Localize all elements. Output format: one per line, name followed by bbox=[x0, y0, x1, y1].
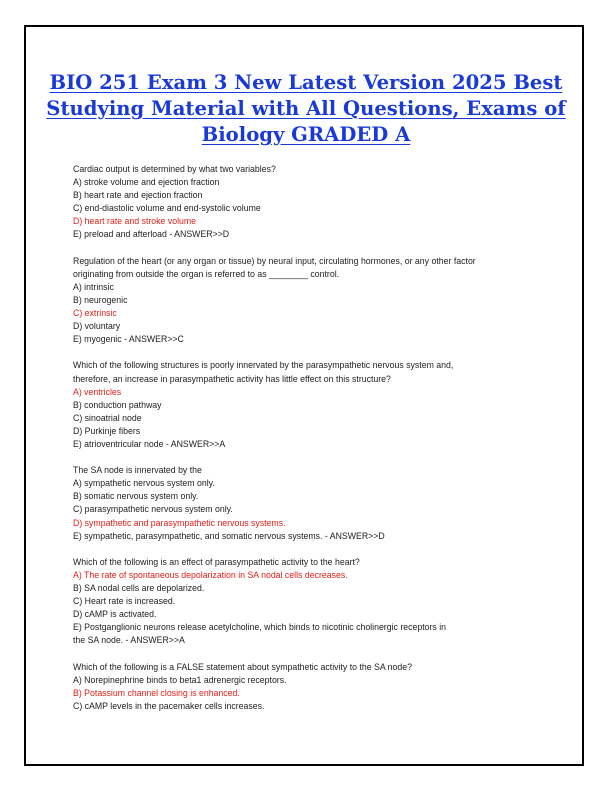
question-block bbox=[73, 255, 553, 347]
answer-option: B) somatic nervous system only. bbox=[73, 491, 199, 502]
answer-option: B) SA nodal cells are depolarized. bbox=[73, 583, 205, 593]
answer-option: B) heart rate and ejection fraction bbox=[73, 190, 203, 201]
question-stem: therefore, an increase in parasympathetic activity has little effect on this structure? bbox=[73, 373, 391, 384]
answer-option: D) voluntary bbox=[73, 321, 121, 332]
question-block bbox=[73, 359, 553, 451]
answer-option: B) conduction pathway bbox=[73, 399, 162, 410]
answer-option-correct: D) sympathetic and parasympathetic nervous systems. bbox=[73, 517, 286, 528]
question-stem: Which of the following is a FALSE statement about sympathetic activity to the SA node? bbox=[73, 661, 413, 672]
answer-option: C) Heart rate is increased. bbox=[73, 596, 176, 607]
question-stem: The SA node is innervated by the bbox=[73, 465, 202, 476]
question-stem: Which of the following is an effect of parasympathetic activity to the heart? bbox=[73, 556, 360, 567]
answer-option: E) preload and afterload - ANSWER>>D bbox=[73, 229, 230, 240]
document-title: BIO 251 Exam 3 New Latest Version 2025 Best Studying Material with All Questions, Exams of Biology GRADED A bbox=[46, 71, 566, 146]
answer-option: E) Postganglionic neurons release acetylcholine, which binds to nicotinic cholinergic receptors in bbox=[73, 622, 447, 633]
answer-option-correct: D) heart rate and stroke volume bbox=[73, 216, 197, 227]
answer-option-correct: C) extrinsic bbox=[73, 308, 117, 319]
question-stem: Cardiac output is determined by what two variables? bbox=[73, 164, 276, 174]
answer-option: the SA node. - ANSWER>>A bbox=[73, 635, 185, 646]
question-stem: Which of the following structures is poorly innervated by the parasympathetic nervous system and, bbox=[73, 360, 454, 371]
question-block bbox=[73, 163, 553, 242]
question-block bbox=[73, 464, 553, 543]
answer-option: A) stroke volume and ejection fraction bbox=[73, 177, 220, 188]
answer-option: B) neurogenic bbox=[73, 294, 128, 305]
answer-option: C) end-diastolic volume and end-systolic volume bbox=[73, 203, 261, 214]
answer-option: D) cAMP is activated. bbox=[73, 609, 157, 620]
question-block bbox=[73, 556, 553, 648]
answer-option: E) sympathetic, parasympathetic, and somatic nervous systems. - ANSWER>>D bbox=[73, 530, 385, 541]
answer-option: A) Norepinephrine binds to beta1 adrenergic receptors. bbox=[73, 674, 287, 685]
answer-option-correct: A) ventricles bbox=[73, 386, 122, 397]
answer-option-correct: A) The rate of spontaneous depolarization in SA nodal cells decreases. bbox=[73, 569, 348, 580]
answer-option: C) sinoatrial node bbox=[73, 412, 142, 423]
answer-option: C) parasympathetic nervous system only. bbox=[73, 504, 233, 515]
answer-option: E) atrioventricular node - ANSWER>>A bbox=[73, 438, 226, 449]
question-stem: originating from outside the organ is referred to as ________ control. bbox=[73, 268, 340, 279]
answer-option: E) myogenic - ANSWER>>C bbox=[73, 334, 184, 345]
question-block bbox=[73, 661, 553, 713]
question-list bbox=[73, 163, 553, 726]
question-stem: Regulation of the heart (or any organ or tissue) by neural input, circulating hormones, or any other factor bbox=[73, 255, 476, 266]
answer-option: A) sympathetic nervous system only. bbox=[73, 478, 215, 489]
answer-option-correct: B) Potassium channel closing is enhanced. bbox=[73, 687, 240, 698]
answer-option: A) intrinsic bbox=[73, 281, 114, 292]
answer-option: D) Purkinje fibers bbox=[73, 425, 141, 436]
answer-option: C) cAMP levels in the pacemaker cells increases. bbox=[73, 700, 265, 711]
